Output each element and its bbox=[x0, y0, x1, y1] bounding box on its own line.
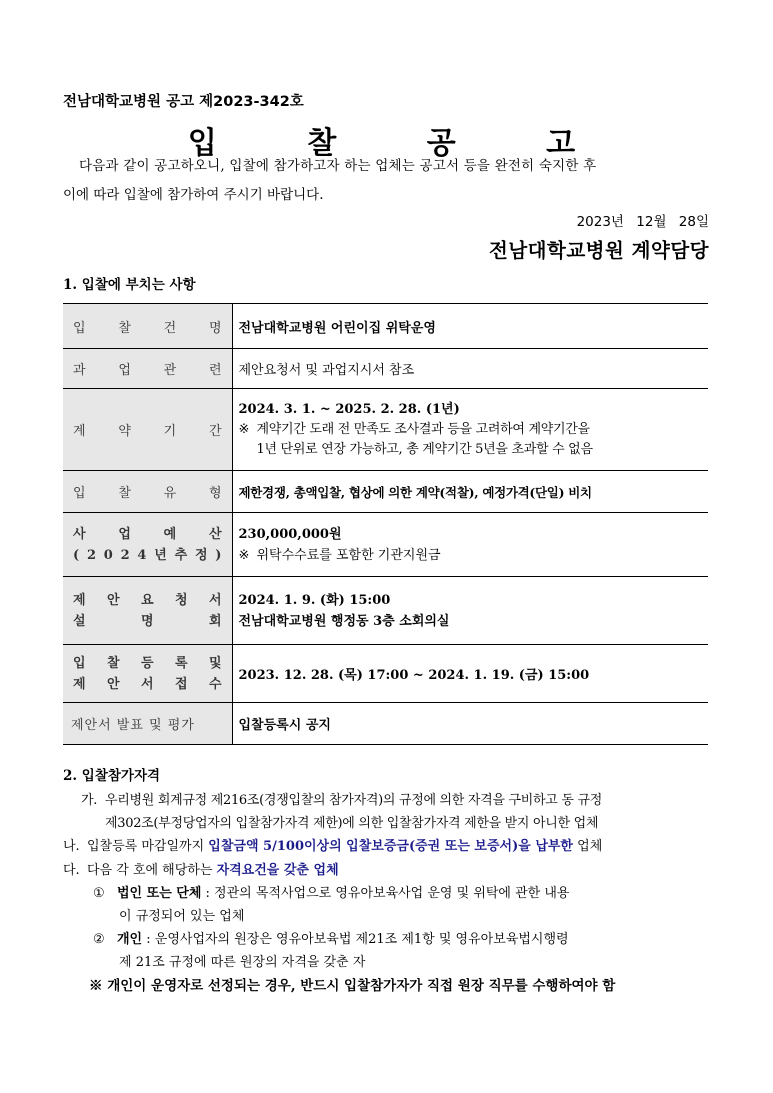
table-row bbox=[63, 645, 708, 703]
qualifications: 가. 우리병원 회계규정 제216조(경쟁입찰의 참가자격)의 규정에 의한 자격을 구비하고 동 규정 제302조(부정당업자의 입찰참가자격 제한)에 의한 입찰참가자격 제한을 받지 아니한 업체 나. 입찰등록 마감일까지 입찰금액 5/100이상의 입찰보증금(증권 또는 보증서)을 납부한 업체 다. 다음 각 호에 해당하는 자격요건을 갖춘 업체 ① 법인 또는 단체 : 정관의 목적사업으로 영유아보육사업 운영 및 위탁에 관한 내용 이 규정되어 있는 업체 ② 개인 : 운영사업자의 원장은 영유아보육법 제21조 제1항 및 영유아보육법시행령 제 21조 규정에 따른 원장의 자격을 갖춘 자 ※ 개인이 운영자로 선정되는 경우, 반드시 입찰참가자가 직접 원장 직무를 수행하여야 함 bbox=[63, 789, 713, 998]
row-value: 입찰등록시 공지 bbox=[232, 703, 708, 745]
intro-paragraph bbox=[63, 152, 713, 210]
intro-line-2: 이에 따라 입찰에 참가하여 주시기 바랍니다. bbox=[63, 187, 324, 203]
intro-line-1: 다음과 같이 공고하오니, 입찰에 참가하고자 하는 업체는 공고서 등을 완전히 숙지한 후 bbox=[79, 158, 597, 174]
row-label: 입 찰 유 형 bbox=[63, 471, 232, 513]
row-value: 전남대학교병원 어린이집 위탁운영 bbox=[232, 304, 708, 349]
list-item: 가. 우리병원 회계규정 제216조(경쟁입찰의 참가자격)의 규정에 의한 자격을 구비하고 동 규정 bbox=[81, 793, 602, 808]
notice-date: 2023년 12월 28일 bbox=[576, 214, 709, 230]
row-label: 과 업 관 련 bbox=[63, 349, 232, 389]
row-value: 2023. 12. 28. (목) 17:00 ~ 2024. 1. 19. (금) 15:00 bbox=[232, 645, 708, 703]
row-value: 제안요청서 및 과업지시서 참조 bbox=[232, 349, 708, 389]
list-item: 다. 다음 각 호에 해당하는 자격요건을 갖춘 업체 bbox=[63, 862, 339, 878]
row-label: 계 약 기 간 bbox=[63, 389, 232, 471]
list-item: ① 법인 또는 단체 : 정관의 목적사업으로 영유아보육사업 운영 및 위탁에 관한 내용 bbox=[93, 885, 570, 901]
table-row bbox=[63, 471, 708, 513]
list-item: ② 개인 : 운영사업자의 원장은 영유아보육법 제21조 제1항 및 영유아보육법시행령 bbox=[93, 932, 569, 948]
bid-info-table bbox=[63, 303, 708, 745]
row-value: 제한경쟁, 총액입찰, 협상에 의한 계약(적찰), 예정가격(단일) 비치 bbox=[232, 471, 708, 513]
list-item: 나. 입찰등록 마감일까지 입찰금액 5/100이상의 입찰보증금(증권 또는 보증서)을 납부한 업체 bbox=[63, 839, 603, 855]
table-row bbox=[63, 513, 708, 577]
table-row bbox=[63, 304, 708, 349]
row-label: 입 찰 등 록 및 제 안 서 접 수 bbox=[63, 645, 232, 703]
issuer: 전남대학교병원 계약담당 bbox=[489, 239, 709, 262]
table-row bbox=[63, 703, 708, 745]
final-note: ※ 개인이 운영자로 선정되는 경우, 반드시 입찰참가자가 직접 원장 직무를 수행하여야 함 bbox=[89, 977, 616, 994]
table-row bbox=[63, 389, 708, 471]
row-label: 입 찰 건 명 bbox=[63, 304, 232, 349]
row-label: 제 안 요 청 서 설 명 회 bbox=[63, 577, 232, 645]
table-row bbox=[63, 577, 708, 645]
row-label: 사 업 예 산 ( 2 0 2 4 년 추 정 ) bbox=[63, 513, 232, 577]
row-label: 제안서 발표 및 평가 bbox=[63, 703, 232, 745]
notice-number: 전남대학교병원 공고 제2023-342호 bbox=[63, 94, 304, 110]
page-title: 입 찰 공 고 bbox=[187, 126, 616, 161]
table-row bbox=[63, 349, 708, 389]
section-1-title: 1. 입찰에 부치는 사항 bbox=[63, 277, 196, 293]
row-value: 2024. 1. 9. (화) 15:00 전남대학교병원 행정동 3층 소회의실 bbox=[232, 577, 708, 645]
row-value: 230,000,000원 ※ 위탁수수료를 포함한 기관지원금 bbox=[232, 513, 708, 577]
row-value: 2024. 3. 1. ~ 2025. 2. 28. (1년) ※ 계약기간 도래 전 만족도 조사결과 등을 고려하여 계약기간을 1년 단위로 연장 가능하고, 총 계약기간 5년을 초과할 수 없음 bbox=[232, 389, 708, 471]
section-2-title: 2. 입찰참가자격 bbox=[63, 768, 161, 784]
